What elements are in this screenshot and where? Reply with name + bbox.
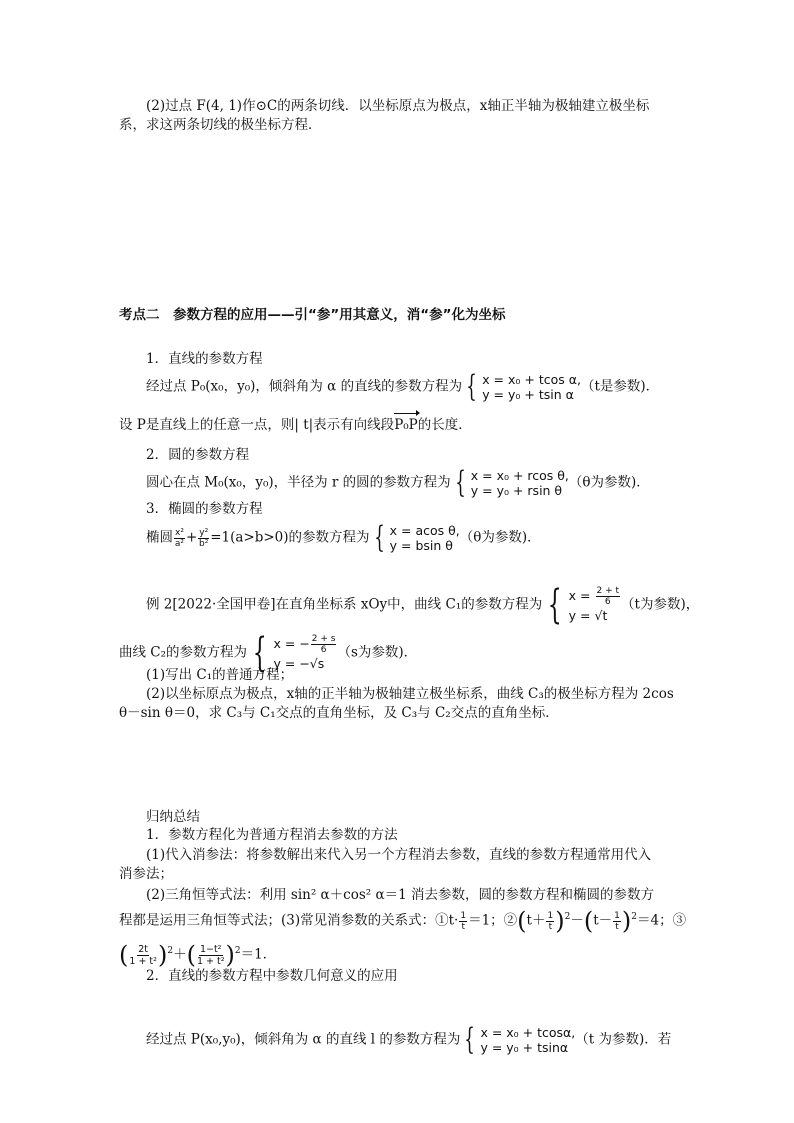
ellipse-param-system: { x = acos θ, y = bsin θ bbox=[373, 520, 460, 555]
circle-param-statement bbox=[146, 465, 650, 500]
summary-item-1c: 程都是运用三角恒等式法；(3)常见消参数的关系式：①t· $\frac{1}{t}$ ＝1；②(t＋ $\frac{1}{t}$ )$^2$－(t－ $\frac{1}{t}$ )$^2$＝4；③ bbox=[119, 907, 687, 935]
circle-param-post: （θ为参数)． bbox=[568, 474, 650, 491]
circle-param-eq1: x = x₀ + rcos θ, bbox=[470, 468, 569, 483]
question-2-line-2: 系，求这两条切线的极坐标方程． bbox=[119, 117, 322, 133]
circle-param-title: 2．圆的参数方程 bbox=[146, 447, 250, 463]
section-heading: 考点二 参数方程的应用——引“参”用其意义，消“参”化为坐标 bbox=[119, 307, 506, 323]
summary-item-1a-cont: 消参法； bbox=[119, 866, 173, 882]
summary-item-1b: (2)三角恒等式法：利用 sin² α＋cos² α＝1 消去参数，圆的参数方程和椭圆的参数方 bbox=[146, 887, 654, 903]
ellipse-frac-y: $\frac{\text{y²}}{\text{b²}}$ bbox=[199, 527, 209, 549]
line-param-title: 1．直线的参数方程 bbox=[146, 351, 263, 367]
curve-c2-post: （s为参数)． bbox=[337, 644, 418, 661]
example-2-statement bbox=[146, 582, 700, 628]
summary-item-1d: ( $\frac{2t}{\text{1 + t²}}$ )$^2$＋( $\frac{\text{1−t²}}{\text{1 + t²}}$ )$^2$＝1． bbox=[119, 941, 277, 969]
curve-c1-x: x = $\frac{2 + t}{6}$ bbox=[568, 585, 620, 607]
summary-item-2: 2．直线的参数方程中参数几何意义的应用 bbox=[146, 968, 398, 984]
line-param-desc-post: 的长度． bbox=[417, 417, 472, 433]
ellipse-param-post: （θ为参数)． bbox=[459, 529, 541, 546]
ellipse-param-mid: =1(a>b>0)的参数方程为 bbox=[210, 529, 370, 546]
ellipse-plus: + bbox=[185, 529, 198, 546]
curve-c2-x: x = − $\frac{2 + s}{6}$ bbox=[273, 633, 336, 655]
line-param-post: （t是参数)． bbox=[580, 378, 660, 395]
curve-c1-post: （t为参数)， bbox=[621, 596, 700, 613]
curve-c2-y: y = −√s bbox=[273, 655, 325, 671]
line-param-statement bbox=[146, 369, 660, 404]
ellipse-param-statement bbox=[146, 520, 541, 555]
circle-param-eq2: y = y₀ + rsin θ bbox=[470, 483, 563, 498]
line-param-eq2: y = y₀ + tsin α bbox=[482, 387, 574, 402]
example-2-sub-2-line-2: θ－sin θ＝0，求 C₃与 C₁交点的直角坐标，及 C₃与 C₂交点的直角坐标． bbox=[119, 705, 559, 721]
circle-param-system: { x = x₀ + rcos θ, y = y₀ + rsin θ bbox=[454, 465, 569, 500]
curve-c2-system: { x = − $\frac{2 + s}{6}$ y = −√s bbox=[252, 630, 336, 676]
curve-c1-y: y = √t bbox=[568, 607, 608, 623]
ellipse-frac-x: $\frac{\text{x²}}{\text{a²}}$ bbox=[174, 527, 185, 549]
ellipse-param-pre: 椭圆 bbox=[146, 529, 173, 546]
ellipse-param-title: 3．椭圆的参数方程 bbox=[146, 501, 263, 517]
line-param-desc-pre: 设 P是直线上的任意一点，则| t|表示有向线段 bbox=[119, 417, 395, 433]
line-param-eq1: x = x₀ + tcos α, bbox=[482, 372, 581, 387]
line-param-description bbox=[119, 416, 472, 434]
example-2-sub-2-line-1: (2)以坐标原点为极点，x轴的正半轴为极轴建立极坐标系，曲线 C₃的极坐标方程为 2cos bbox=[146, 686, 674, 702]
summary-item-2-statement: 经过点 P(x₀,y₀)，倾斜角为 α 的直线 l 的参数方程为 { x = x₀ + tcosα, y = y₀ + tsinα （t 为参数)．若 bbox=[146, 1022, 672, 1057]
summary-item-1: 1．参数方程化为普通方程消去参数的方法 bbox=[146, 827, 398, 843]
example-2-pre: 例 2[2022·全国甲卷]在直角坐标系 xOy中，曲线 C₁的参数方程为 bbox=[146, 596, 543, 613]
curve-c2-pre: 曲线 C₂的参数方程为 bbox=[119, 644, 248, 661]
summary-item-1a: (1)代入消参法：将参数解出来代入另一个方程消去参数，直线的参数方程通常用代入 bbox=[146, 847, 652, 863]
line-param-system: { x = x₀ + tcos α, y = y₀ + tsin α bbox=[466, 369, 581, 404]
summary-title: 归纳总结 bbox=[146, 809, 200, 825]
question-2-line-1: (2)过点 F(4, 1)作⊙C的两条切线．以坐标原点为极点，x轴正半轴为极轴建立极坐标 bbox=[146, 98, 650, 114]
example-2-sub-1: (1)写出 C₁的普通方程； bbox=[146, 667, 294, 683]
line-param-pre: 经过点 P₀(x₀，y₀)，倾斜角为 α 的直线的参数方程为 bbox=[146, 378, 463, 395]
vector-p0p: P₀P bbox=[394, 417, 418, 433]
ellipse-param-eq1: x = acos θ, bbox=[389, 523, 460, 538]
curve-c1-system: { x = $\frac{2 + t}{6}$ y = √t bbox=[547, 582, 620, 628]
circle-param-pre: 圆心在点 M₀(x₀，y₀)，半径为 r 的圆的参数方程为 bbox=[146, 474, 451, 491]
summary-line-system: { x = x₀ + tcosα, y = y₀ + tsinα bbox=[464, 1022, 576, 1057]
ellipse-param-eq2: y = bsin θ bbox=[389, 538, 453, 553]
